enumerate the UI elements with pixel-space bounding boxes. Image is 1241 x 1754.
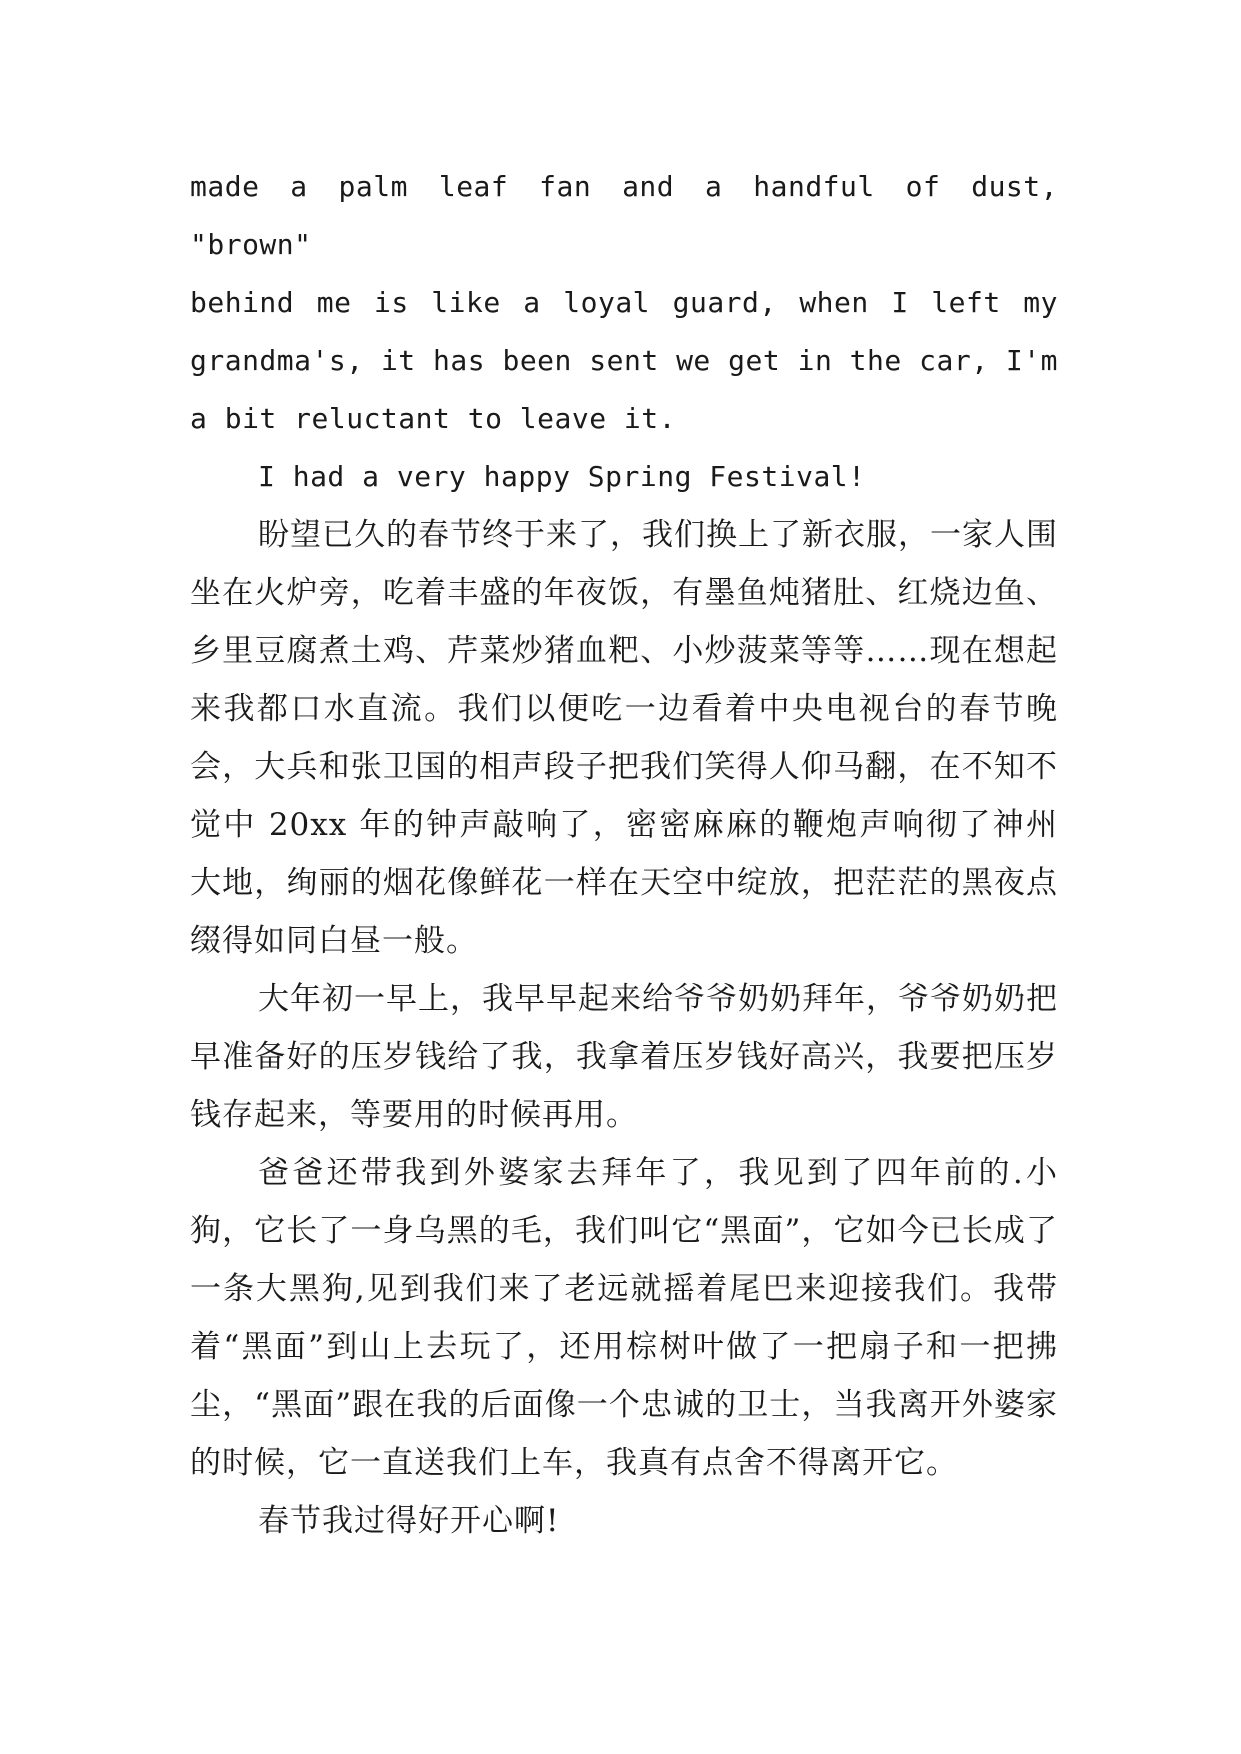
english-text bbox=[190, 158, 1058, 506]
english-line: made a palm leaf fan and a handful of dust, "brown" bbox=[190, 170, 1058, 261]
english-line: behind me is like a loyal guard, when I left my bbox=[190, 286, 1058, 319]
chinese-closing: 春节我过得好开心啊! bbox=[258, 1503, 560, 1539]
english-line: a bit reluctant to leave it. bbox=[190, 402, 677, 435]
chinese-text bbox=[190, 506, 1058, 1550]
english-line: grandma's, it has been sent we get in the car, I'm bbox=[190, 344, 1058, 377]
english-closing: I had a very happy Spring Festival! bbox=[258, 460, 866, 493]
document-body bbox=[190, 158, 1058, 1550]
chinese-paragraph: 爸爸还带我到外婆家去拜年了，我见到了四年前的.小狗，它长了一身乌黑的毛，我们叫它“黑面”，它如今已长成了一条大黑狗,见到我们来了老远就摇着尾巴来迎接我们。我带着“黑面”到山上去玩了，还用棕树叶做了一把扇子和一把拂尘，“黑面”跟在我的后面像一个忠诚的卫士，当我离开外婆家的时候，它一直送我们上车，我真有点舍不得离开它。 bbox=[190, 1155, 1058, 1481]
chinese-paragraph: 大年初一早上，我早早起来给爷爷奶奶拜年，爷爷奶奶把早准备好的压岁钱给了我，我拿着压岁钱好高兴，我要把压岁钱存起来，等要用的时候再用。 bbox=[190, 981, 1058, 1133]
chinese-paragraph: 盼望已久的春节终于来了，我们换上了新衣服，一家人围坐在火炉旁，吃着丰盛的年夜饭，有墨鱼炖猪肚、红烧边鱼、乡里豆腐煮土鸡、芹菜炒猪血粑、小炒菠菜等等……现在想起来我都口水直流。我们以便吃一边看着中央电视台的春节晚会，大兵和张卫国的相声段子把我们笑得人仰马翻，在不知不觉中 20xx 年的钟声敲响了，密密麻麻的鞭炮声响彻了神州大地，绚丽的烟花像鲜花一样在天空中绽放，把茫茫的黑夜点缀得如同白昼一般。 bbox=[190, 517, 1058, 959]
